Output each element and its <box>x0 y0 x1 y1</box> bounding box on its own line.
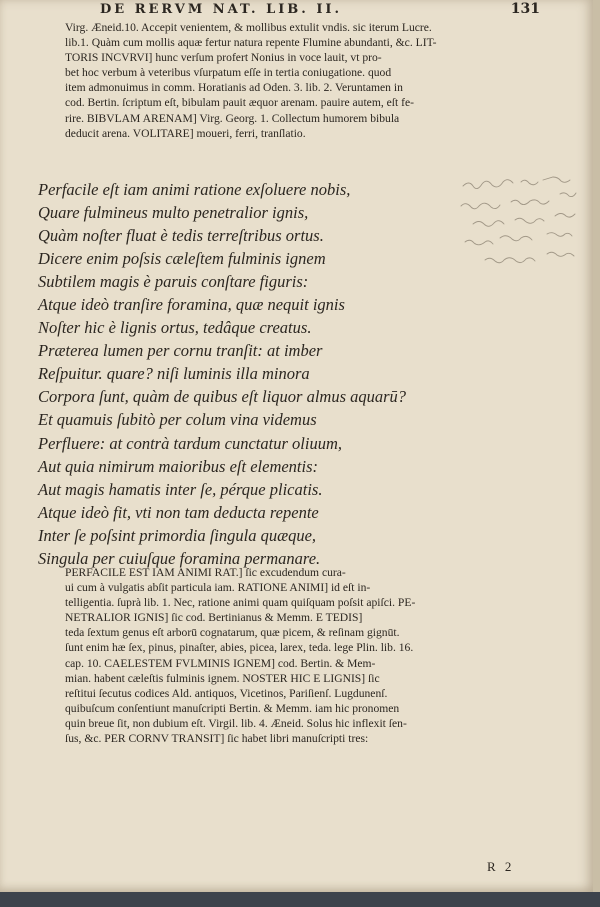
verse-line: Reſpuitur. quare? niſi luminis illa minora <box>38 364 310 384</box>
commentary-line: item admonuimus in comm. Horatianis ad Oden. 3. lib. 2. Veruntamen in <box>65 81 403 95</box>
verse-line: Atque ideò fit, vti non tam deducta repente <box>38 502 319 522</box>
verse-block <box>38 178 407 570</box>
commentary-line: TORIS INCVRVI] hunc verſum profert Nonius in voce lauit, vt pro- <box>65 51 382 65</box>
commentary-line: telligentia. ſuprà lib. 1. Nec, ratione animi quam quiſquam poſsit apiſci. PE- <box>65 596 416 610</box>
commentary-line: bet hoc verbum à veteribus vſurpatum eſſe in tertia coniugatione. quod <box>65 66 392 80</box>
commentary-top <box>65 20 537 141</box>
commentary-line: cod. Bertin. ſcriptum eſt, bibulam pauit æquor arenam. pauire autem, eſt fe- <box>65 96 414 110</box>
commentary-line: quibuſcum conſentiunt manuſcripti Bertin. & Memm. iam hic pronomen <box>65 701 400 715</box>
verse-line: Perfacile eſt iam animi ratione exſoluere nobis, <box>38 180 351 199</box>
verse-line: Aut quia nimirum maioribus eſt elementis: <box>38 456 319 476</box>
verse-line: Quare fulmineus multo penetralior ignis, <box>38 203 309 223</box>
pencil-annotation-drawing <box>455 172 590 292</box>
commentary-line: cap. 10. CAELESTEM FVLMINIS IGNEM] cod. Bertin. & Mem- <box>65 656 376 670</box>
running-head <box>70 0 540 20</box>
page-number: 131 <box>510 1 540 17</box>
verse-line: Præterea lumen per cornu tranſit: at imber <box>38 341 323 361</box>
handwritten-marginalia <box>455 172 590 292</box>
commentary-line: ui cum à vulgatis abſit particula iam. RATIONE ANIMI] id eſt in- <box>65 581 371 595</box>
verse-line: Aut magis hamatis inter ſe, pérque plicatis. <box>38 479 323 499</box>
commentary-line: ſunt enim hæ ſex, pinus, pinaſter, abies, picea, larex, teda. lege Plin. lib. 16. <box>65 641 414 655</box>
verse-line: Et quamuis ſubitò per colum vina videmus <box>38 410 317 430</box>
scan-background-strip <box>0 892 600 907</box>
commentary-line: lib.1. Quàm cum mollis aquæ fertur natura repente Flumine abundanti, &c. LIT- <box>65 36 437 50</box>
signature-mark: R 2 <box>487 859 515 874</box>
commentary-bottom <box>65 565 537 746</box>
commentary-line: Virg. Æneid.10. Accepit venientem, & mollibus extulit vndis. sic iterum Lucre. <box>65 21 432 34</box>
verse-line: Quàm noſter fluat è tedis terreſtribus ortus. <box>38 226 324 246</box>
commentary-line: ſus, &c. PER CORNV TRANSIT] ſic habet libri manuſcripti tres: <box>65 732 369 746</box>
commentary-line: rire. BIBVLAM ARENAM] Virg. Georg. 1. Collectum humorem bibula <box>65 111 400 125</box>
verse-line: Dicere enim poſsis cæleſtem fulminis ignem <box>38 249 326 269</box>
verse-line: Singula per cuiuſque foramina permanare. <box>38 548 321 568</box>
verse-line: Perfluere: at contrà tardum cunctatur oliuum, <box>38 433 342 453</box>
commentary-line: PERFACILE EST IAM ANIMI RAT.] ſic excudendum cura- <box>65 566 346 579</box>
verse-line: Inter ſe poſsint primordia ſingula quæque, <box>38 525 317 545</box>
commentary-line: NETRALIOR IGNIS] ſic cod. Bertinianus & Memm. E TEDIS] <box>65 611 363 625</box>
verse-line: Noſter hic è lignis ortus, tedâque creatus. <box>38 318 312 338</box>
verse-line: Atque ideò tranſire foramina, quæ nequit ignis <box>38 295 345 315</box>
commentary-line: deducit arena. VOLITARE] moueri, ferri, tranſlatio. <box>65 126 306 140</box>
verse-line: Subtilem magis è paruis conſtare figuris: <box>38 272 309 292</box>
verse-line: Corpora ſunt, quàm de quibus eſt liquor almus aquarū? <box>38 387 407 407</box>
commentary-line: teda ſextum genus eſt arborū cognatarum, quæ picem, & reſinam gignūt. <box>65 626 400 640</box>
page-edge <box>593 0 600 892</box>
commentary-line: mian. habent cæleſtis fulminis ignem. NOSTER HIC E LIGNIS] ſic <box>65 671 380 685</box>
commentary-line: quin breue ſit, non dubium eſt. Virgil. lib. 4. Æneid. Solus hic inflexit ſen- <box>65 716 407 730</box>
commentary-line: reſtitui ſecutus codices Ald. antiquos, Vicetinos, Pariſienſ. Lugdunenſ. <box>65 686 388 700</box>
running-title: DE RERVM NAT. LIB. II. <box>100 2 343 17</box>
